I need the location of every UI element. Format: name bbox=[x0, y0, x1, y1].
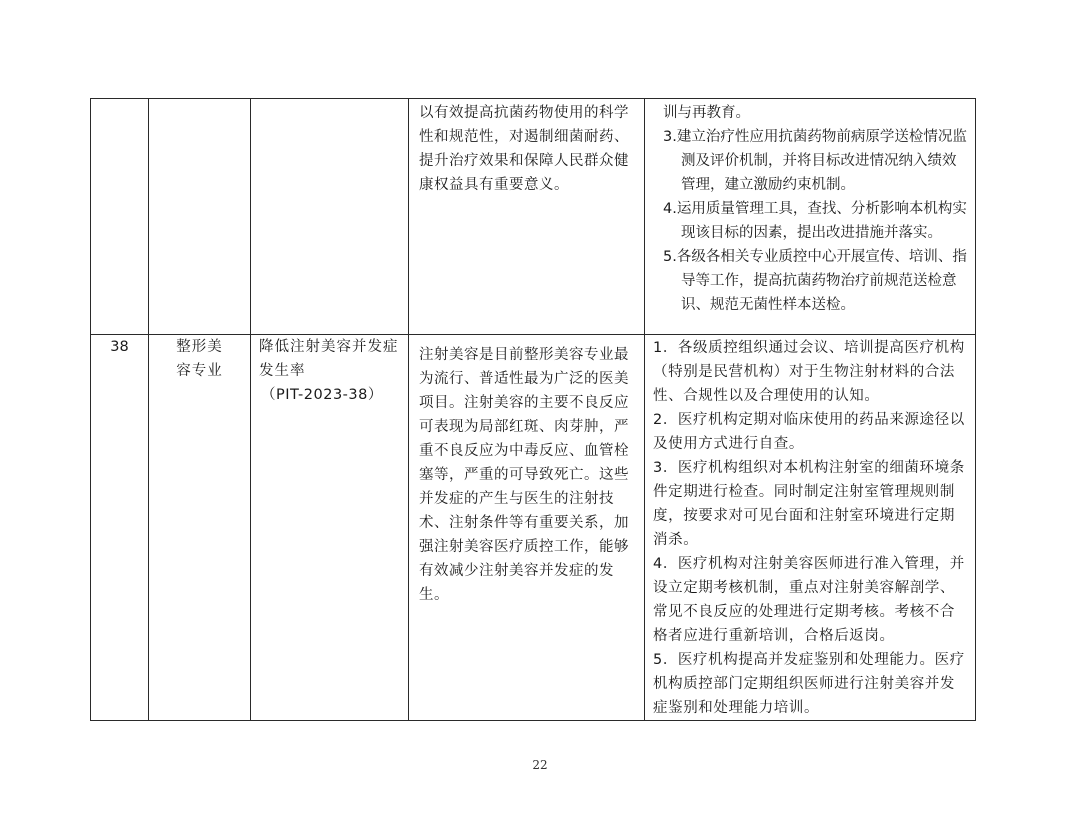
profession-text: 整形美容专业 bbox=[176, 339, 223, 379]
profession-cell bbox=[149, 335, 251, 721]
measure-item: 3.建立治疗性应用抗菌药物前病原学送检情况监测及评价机制，并将目标改进情况纳入绩效管理，建立激励约束机制。 bbox=[663, 129, 967, 193]
measures-cell bbox=[645, 335, 976, 721]
table-row bbox=[91, 335, 976, 721]
measure-item: 5.各级各相关专业质控中心开展宣传、培训、指导等工作，提高抗菌药物治疗前规范送检意识、规范无菌性样本送检。 bbox=[663, 249, 967, 313]
description-text: 以有效提高抗菌药物使用的科学性和规范性，对遏制细菌耐药、提升治疗效果和保障人民群众健康权益具有重要意义。 bbox=[419, 105, 629, 193]
indicator-name: 降低注射美容并发症发生率 bbox=[259, 339, 399, 379]
measures-cell bbox=[645, 99, 976, 335]
measure-item: 训与再教育。 bbox=[663, 105, 750, 121]
measure-item: 2．医疗机构定期对临床使用的药品来源途径以及使用方式进行自查。 bbox=[653, 412, 965, 452]
table-row bbox=[91, 99, 976, 335]
measure-item: 4.运用质量管理工具，查找、分析影响本机构实现该目标的因素，提出改进措施并落实。 bbox=[663, 201, 967, 241]
measure-item: 5．医疗机构提高并发症鉴别和处理能力。医疗机构质控部门定期组织医师进行注射美容并发症鉴别和处理能力培训。 bbox=[653, 652, 965, 716]
page-number: 22 bbox=[532, 758, 548, 772]
indicator-code: （PIT-2023-38） bbox=[261, 387, 383, 403]
measure-item: 3．医疗机构组织对本机构注射室的细菌环境条件定期进行检查。同时制定注射室管理规则制度，按要求对可见台面和注射室环境进行定期消杀。 bbox=[653, 460, 965, 548]
quality-target-table bbox=[90, 98, 976, 721]
description-cell bbox=[409, 335, 645, 721]
profession-cell bbox=[149, 99, 251, 335]
indicator-cell bbox=[251, 99, 409, 335]
measure-item: 4．医疗机构对注射美容医师进行准入管理，并设立定期考核机制，重点对注射美容解剖学、常见不良反应的处理进行定期考核。考核不合格者应进行重新培训，合格后返岗。 bbox=[653, 556, 965, 644]
indicator-cell bbox=[251, 335, 409, 721]
number-cell: 38 bbox=[91, 335, 149, 721]
measure-item: 1．各级质控组织通过会议、培训提高医疗机构（特别是民营机构）对于生物注射材料的合法性、合规性以及合理使用的认知。 bbox=[653, 340, 965, 404]
description-text: 注射美容是目前整形美容专业最为流行、普适性最为广泛的医美项目。注射美容的主要不良反应可表现为局部红斑、肉芽肿，严重不良反应为中毒反应、血管栓塞等，严重的可导致死亡。这些并发症的产生与医生的注射技术、注射条件等有重要关系，加强注射美容医疗质控工作，能够有效减少注射美容并发症的发生。 bbox=[419, 347, 629, 603]
description-cell bbox=[409, 99, 645, 335]
number-cell bbox=[91, 99, 149, 335]
